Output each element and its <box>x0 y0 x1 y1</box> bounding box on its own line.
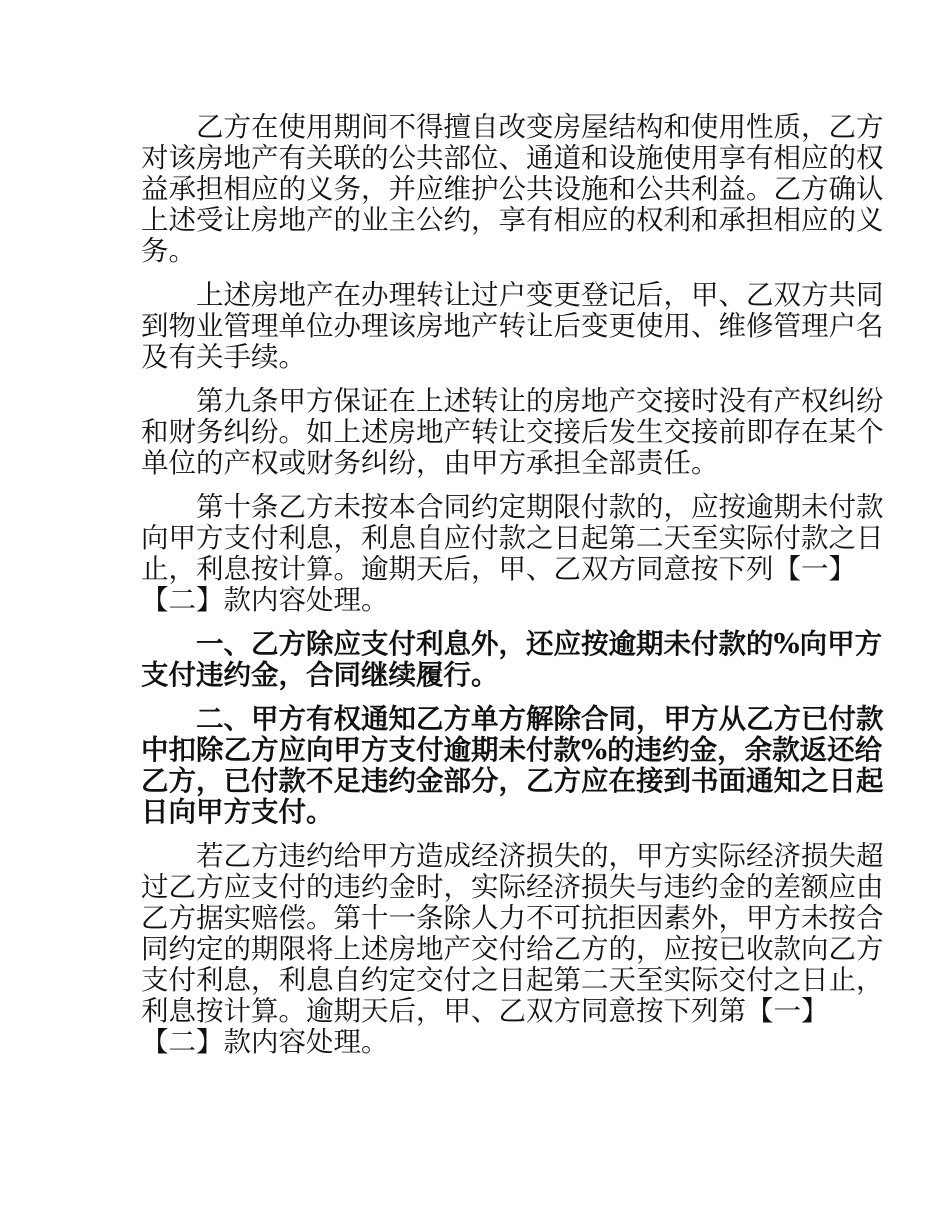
text-line: 乙方，已付款不足违约金部分，乙方应在接到书面通知之日起 <box>141 765 884 797</box>
text-line: 务。 <box>141 235 196 267</box>
text-line: 乙方据实赔偿。第十一条除人力不可抗拒因素外，甲方未按合 <box>141 902 884 934</box>
text-line: 利息按计算。逾期天后，甲、乙双方同意按下列第【一】 <box>141 995 829 1027</box>
text-line: 【二】款内容处理。 <box>141 1026 389 1058</box>
text-line: 若乙方违约给甲方造成经济损失的，甲方实际经济损失超 <box>141 840 884 872</box>
text-line: 日向甲方支付。 <box>141 796 334 828</box>
text-line: 上述房地产在办理转让过户变更登记后，甲、乙双方共同 <box>141 279 884 311</box>
paragraph <box>141 840 884 1058</box>
paragraph <box>141 111 884 267</box>
text-line: 单位的产权或财务纠纷，由甲方承担全部责任。 <box>141 447 719 479</box>
text-line: 止，利息按计算。逾期天后，甲、乙双方同意按下列【一】 <box>141 553 856 585</box>
text-line: 和财务纠纷。如上述房地产转让交接后发生交接前即存在某个 <box>141 416 884 448</box>
text-line: 同约定的期限将上述房地产交付给乙方的，应按已收款向乙方 <box>141 933 884 965</box>
text-line: 支付利息，利息自约定交付之日起第二天至实际交付之日止， <box>141 964 884 996</box>
text-line: 乙方在使用期间不得擅自改变房屋结构和使用性质，乙方 <box>141 111 884 143</box>
text-line: 二、甲方有权通知乙方单方解除合同，甲方从乙方已付款 <box>141 703 884 735</box>
text-line: 一、乙方除应支付利息外，还应按逾期未付款的%向甲方 <box>141 628 883 660</box>
paragraph <box>141 491 884 616</box>
paragraph <box>141 279 884 373</box>
text-line: 到物业管理单位办理该房地产转让后变更使用、维修管理户名 <box>141 310 884 342</box>
text-line: 及有关手续。 <box>141 341 306 373</box>
text-line: 第九条甲方保证在上述转让的房地产交接时没有产权纠纷 <box>141 385 884 417</box>
paragraph <box>141 385 884 479</box>
text-line: 对该房地产有关联的公共部位、通道和设施使用享有相应的权 <box>141 142 884 174</box>
text-line: 中扣除乙方应向甲方支付逾期未付款%的违约金，余款返还给 <box>141 734 883 766</box>
paragraph <box>141 703 884 828</box>
text-line: 支付违约金，合同继续履行。 <box>141 659 499 691</box>
text-line: 益承担相应的义务，并应维护公共设施和公共利益。乙方确认 <box>141 173 884 205</box>
text-line: 向甲方支付利息，利息自应付款之日起第二天至实际付款之日 <box>141 522 884 554</box>
text-line: 上述受让房地产的业主公约，享有相应的权利和承担相应的义 <box>141 204 884 236</box>
text-line: 第十条乙方未按本合同约定期限付款的，应按逾期未付款 <box>141 491 884 523</box>
document-body <box>141 111 884 1071</box>
text-line: 【二】款内容处理。 <box>141 584 389 616</box>
text-line: 过乙方应支付的违约金时，实际经济损失与违约金的差额应由 <box>141 871 884 903</box>
paragraph <box>141 628 883 691</box>
